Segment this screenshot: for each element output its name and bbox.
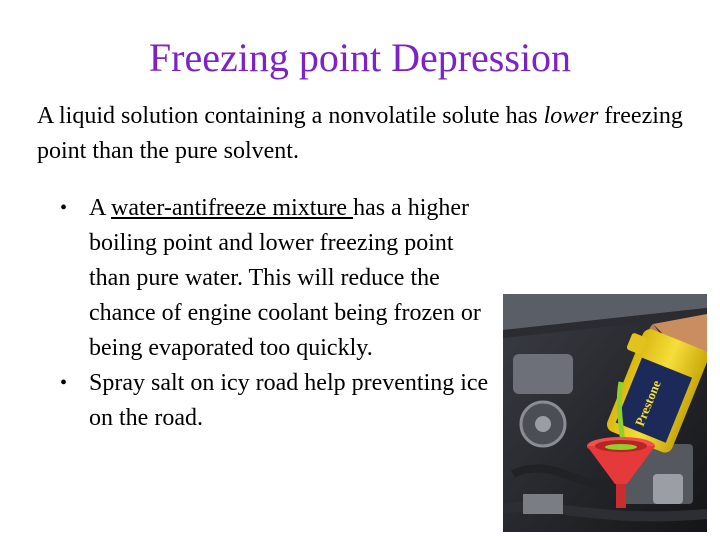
bullet-item-antifreeze (60, 191, 490, 366)
bullet1-post: has a higher boiling point and lower freezing point than pure water. This will reduce the chance of engine coolant being frozen or being evaporated too quickly. (89, 195, 481, 361)
intro-text: A liquid solution containing a nonvolatile solute has (37, 103, 544, 129)
intro-emphasis: lower (543, 103, 599, 129)
antifreeze-pour-photo (503, 294, 707, 532)
water-antifreeze-link[interactable]: water-antifreeze mixture (111, 195, 354, 221)
intro-rest: freezing point than the pure solvent. (37, 103, 683, 164)
engine-bay-illustration (503, 294, 707, 532)
intro-paragraph (37, 99, 707, 169)
bullet-item-salt (60, 366, 490, 436)
bullet-dot-icon: • (60, 372, 68, 394)
jug-brand-label: Prestone (631, 377, 664, 429)
bullet-list (60, 191, 490, 436)
slide-title: Freezing point Depression (148, 35, 572, 80)
bullet1-pre: A (89, 195, 112, 221)
bullet2-text: Spray salt on icy road help preventing ice on the road. (89, 370, 489, 431)
bullet-dot-icon: • (60, 197, 68, 219)
